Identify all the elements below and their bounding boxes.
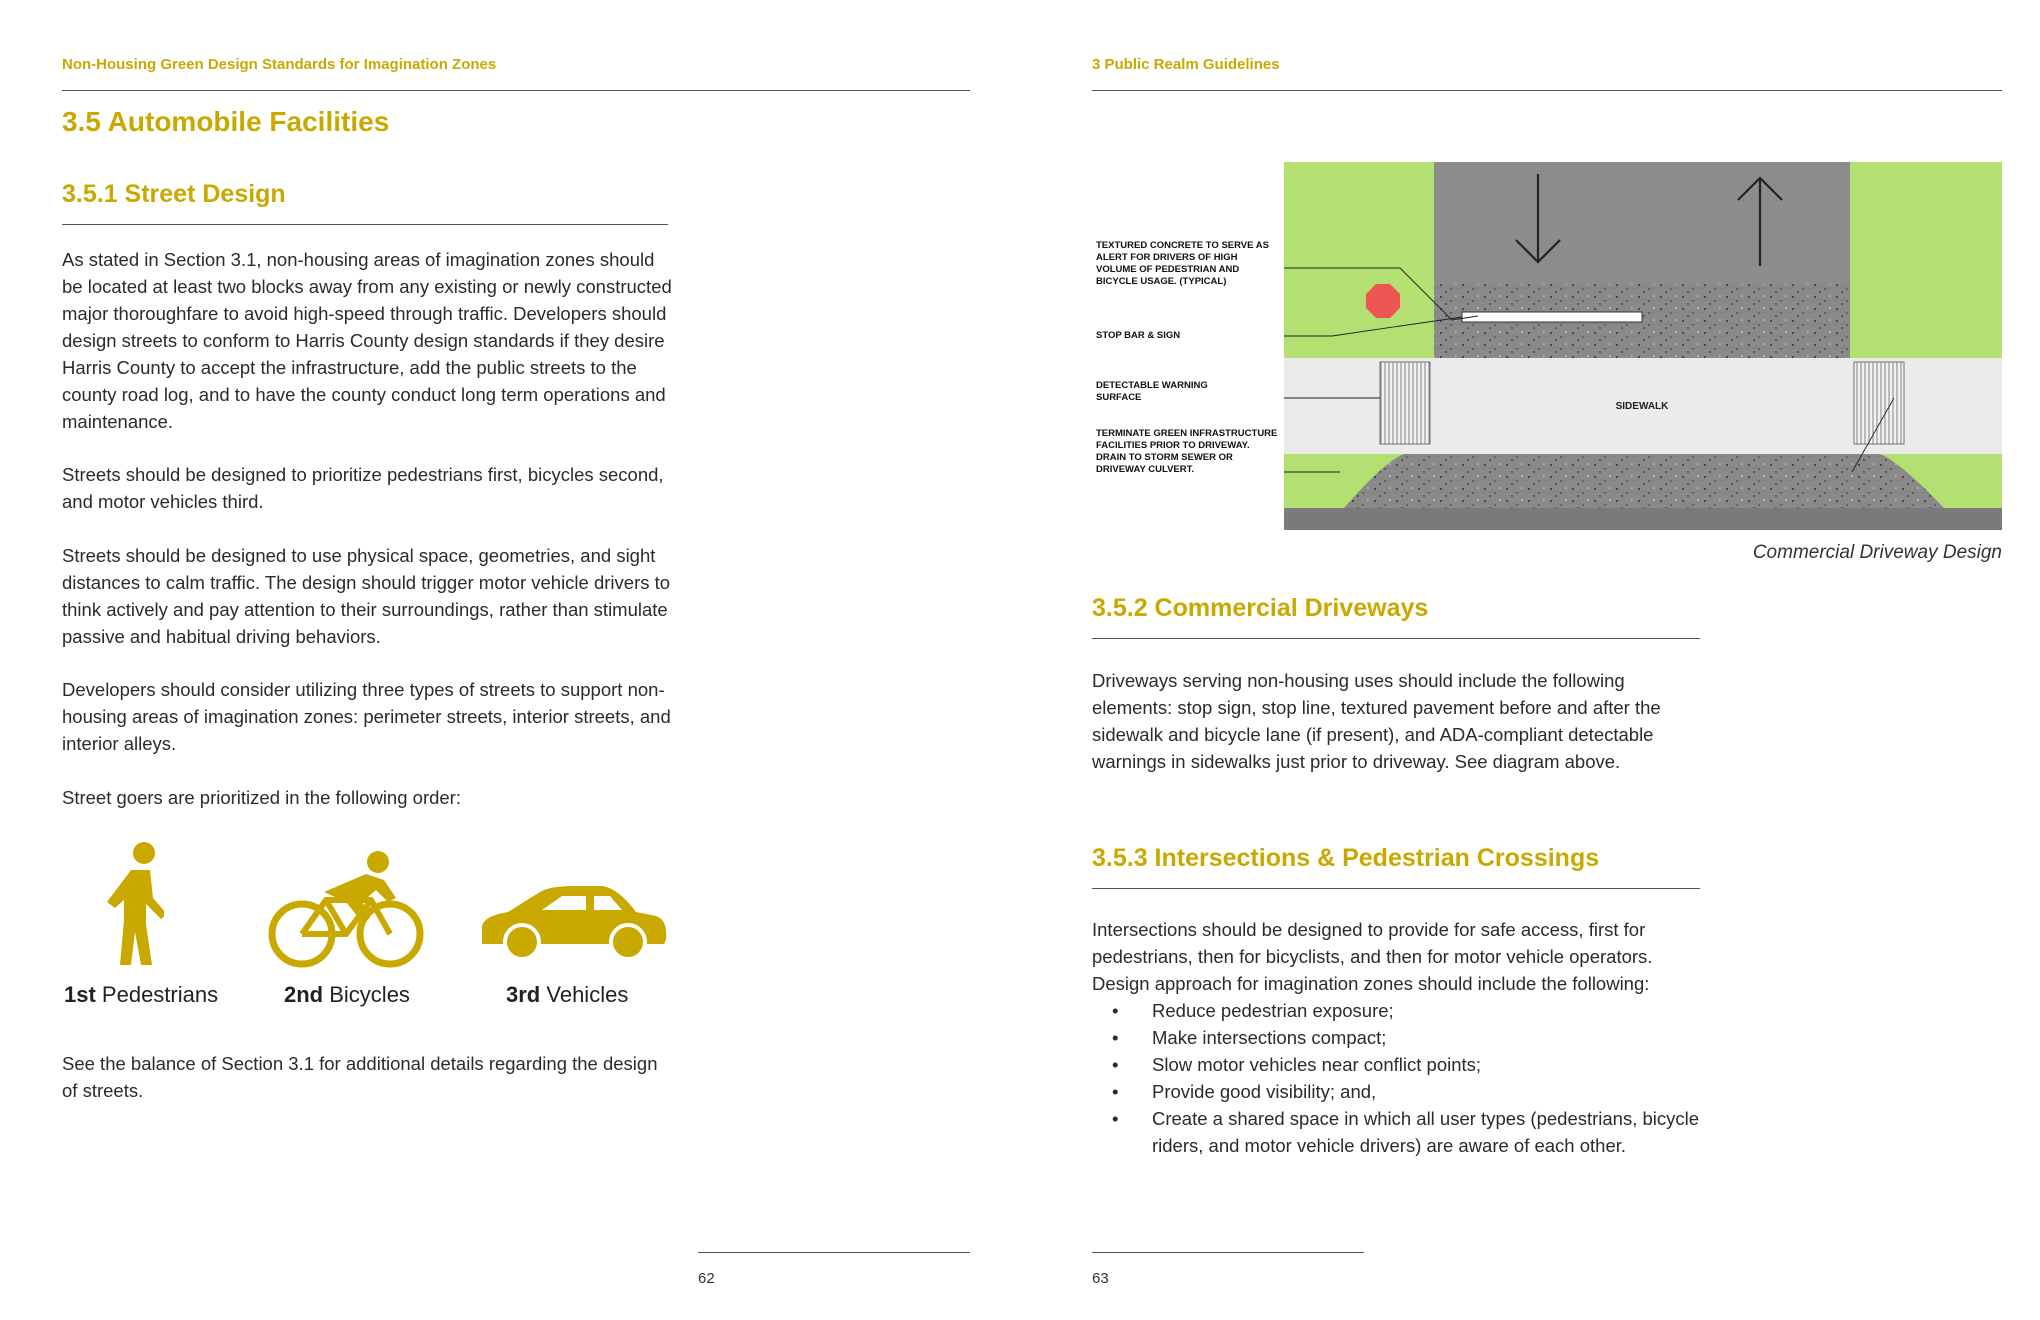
- diagram-callout: DETECTABLE WARNING SURFACE: [1096, 380, 1208, 403]
- list-item: • Slow motor vehicles near conflict points;: [1092, 1051, 1704, 1078]
- list-item: • Make intersections compact;: [1092, 1024, 1704, 1051]
- car-icon: [478, 886, 668, 971]
- paragraph: See the balance of Section 3.1 for additional details regarding the design of streets.: [62, 1053, 658, 1101]
- paragraph: Intersections should be designed to provide for safe access, first for pedestrians, then for bicyclists, and then for motor vehicle operators. Design approach for imagination zones should include the following:: [1092, 919, 1653, 994]
- running-head: Non-Housing Green Design Standards for Imagination Zones: [62, 56, 497, 73]
- page-number: 63: [1092, 1270, 1109, 1287]
- subsection-rule: [1092, 888, 1700, 889]
- footer-rule: [1092, 1252, 1364, 1253]
- bicycle-icon: [266, 848, 426, 977]
- subsection-title-commercial-driveways: 3.5.2 Commercial Driveways: [1092, 594, 1429, 622]
- diagram-callout: TERMINATE GREEN INFRASTRUCTURE FACILITIES PRIOR TO DRIVEWAY. DRAIN TO STORM SEWER OR DRIVEWAY CULVERT.: [1096, 428, 1278, 475]
- page-number: 62: [698, 1270, 715, 1287]
- subsection-title-street-design: 3.5.1 Street Design: [62, 180, 286, 208]
- section-title: 3.5 Automobile Facilities: [62, 106, 390, 137]
- header-rule: [62, 90, 970, 91]
- paragraph: Streets should be designed to prioritize pedestrians first, bicycles second, and motor vehicles third.: [62, 464, 664, 512]
- pedestrian-icon: [104, 840, 164, 973]
- paragraph: Developers should consider utilizing three types of streets to support non-housing areas of imagination zones: perimeter streets, interior streets, and interior alleys.: [62, 679, 671, 754]
- subsection-rule: [62, 224, 668, 225]
- list-item: • Reduce pedestrian exposure;: [1092, 997, 1704, 1024]
- subsection-title-intersections: 3.5.3 Intersections & Pedestrian Crossings: [1092, 844, 1600, 872]
- intersection-bullet-list: [1092, 997, 1704, 1159]
- paragraph: Street goers are prioritized in the following order:: [62, 787, 461, 808]
- priority-label-bicycles: 2nd Bicycles: [284, 982, 410, 1007]
- commercial-driveway-diagram: [1284, 162, 2002, 535]
- priority-label-pedestrians: 1st Pedestrians: [64, 982, 219, 1007]
- list-item: • Provide good visibility; and,: [1092, 1078, 1704, 1105]
- diagram-callout: TEXTURED CONCRETE TO SERVE AS ALERT FOR DRIVERS OF HIGH VOLUME OF PEDESTRIAN AND BICYCLE USAGE. (TYPICAL): [1096, 240, 1269, 287]
- footer-rule: [698, 1252, 970, 1253]
- right-page: [1020, 0, 2040, 1320]
- subsection-rule: [1092, 638, 1700, 639]
- paragraph: Driveways serving non-housing uses should include the following elements: stop sign, stop line, textured pavement before and after the sidewalk and bicycle lane (if present), and ADA-compliant detectable warnings in sidewalks just prior to driveway. See diagram above.: [1092, 670, 1661, 772]
- paragraph: Streets should be designed to use physical space, geometries, and sight distances to calm traffic. The design should trigger motor vehicle drivers to think actively and pay attention to their surroundings, rather than stimulate passive and habitual driving behaviors.: [62, 545, 671, 647]
- header-rule: [1092, 90, 2002, 91]
- paragraph: As stated in Section 3.1, non-housing areas of imagination zones should be located at least two blocks away from any existing or newly constructed major thoroughfare to avoid high-speed through traffic. Developers should design streets to conform to Harris County design standards if they desire Harris County to accept the infrastructure, add the public streets to the county road log, and to have the county conduct long term operations and maintenance.: [62, 249, 672, 432]
- diagram-caption: Commercial Driveway Design: [1752, 542, 2002, 563]
- priority-label-vehicles: 3rd Vehicles: [506, 982, 629, 1007]
- list-item: • Create a shared space in which all user types (pedestrians, bicycle riders, and motor vehicle drivers) are aware of each other.: [1092, 1105, 1704, 1159]
- running-head: 3 Public Realm Guidelines: [1092, 56, 1280, 73]
- sidewalk-label: SIDEWALK: [1615, 401, 1669, 412]
- diagram-callout: STOP BAR & SIGN: [1096, 330, 1181, 341]
